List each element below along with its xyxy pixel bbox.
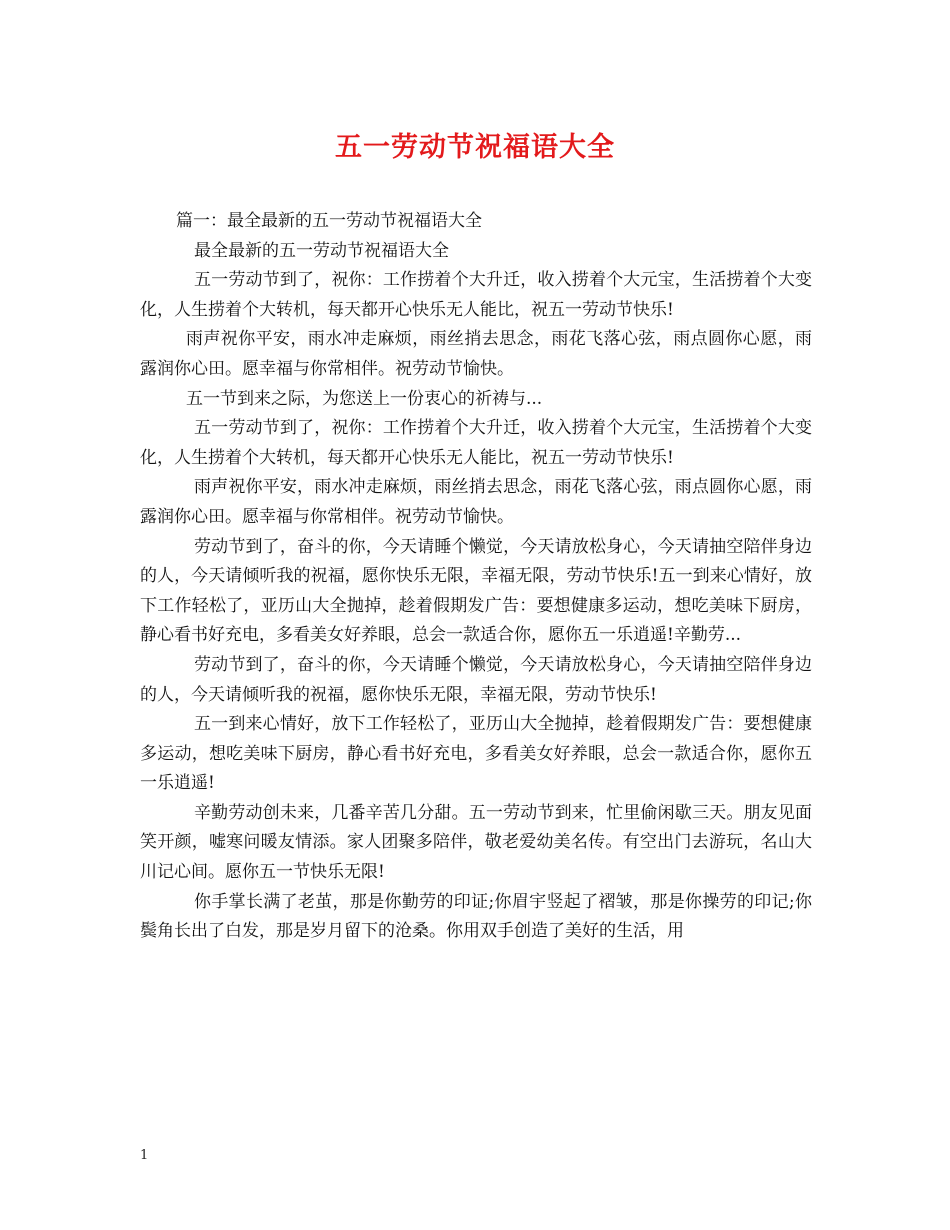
paragraph: 五一到来心情好，放下工作轻松了，亚历山大全抛掉，趁着假期发广告：要想健康多运动，想吃美味下厨房，静心看书好充电，多看美女好养眼，总会一款适合你，愿你五一乐逍遥!	[140, 714, 812, 794]
paragraph: 雨声祝你平安，雨水冲走麻烦，雨丝捎去思念，雨花飞落心弦，雨点圆你心愿，雨露润你心田。愿幸福与你常相伴。祝劳动节愉快。	[140, 329, 812, 379]
section-heading: 篇一：最全最新的五一劳动节祝福语大全	[176, 211, 482, 231]
document-body	[140, 207, 812, 947]
paragraph: 五一节到来之际，为您送上一份衷心的祈祷与...	[186, 388, 543, 409]
page-number: 1	[140, 1148, 149, 1163]
paragraph: 五一劳动节到了，祝你：工作捞着个大升迁，收入捞着个大元宝，生活捞着个大变化，人生捞着个大转机，每天都开心快乐无人能比，祝五一劳动节快乐!	[140, 270, 812, 320]
paragraph: 劳动节到了，奋斗的你，今天请睡个懒觉，今天请放松身心，今天请抽空陪伴身边的人，今天请倾听我的祝福，愿你快乐无限，幸福无限，劳动节快乐!五一到来心情好，放下工作轻松了，亚历山大全抛掉，趁着假期发广告：要想健康多运动，想吃美味下厨房，静心看书好充电，多看美女好养眼，总会一款适合你，愿你五一乐逍遥!辛勤劳...	[140, 536, 812, 646]
paragraph: 你手掌长满了老茧，那是你勤劳的印证;你眉宇竖起了褶皱，那是你操劳的印记;你鬓角长出了白发，那是岁月留下的沧桑。你用双手创造了美好的生活，用	[140, 891, 812, 942]
document-title: 五一劳动节祝福语大全	[335, 132, 615, 163]
sub-heading: 最全最新的五一劳动节祝福语大全	[194, 240, 449, 261]
paragraph: 辛勤劳动创未来，几番辛苦几分甜。五一劳动节到来，忙里偷闲歇三天。朋友见面笑开颜，嘘寒问暖友情添。家人团聚多陪伴，敬老爱幼美名传。有空出门去游玩，名山大川记心间。愿你五一节快乐无限!	[140, 802, 812, 883]
paragraph: 雨声祝你平安，雨水冲走麻烦，雨丝捎去思念，雨花飞落心弦，雨点圆你心愿，雨露润你心田。愿幸福与你常相伴。祝劳动节愉快。	[140, 477, 812, 527]
paragraph: 劳动节到了，奋斗的你，今天请睡个懒觉，今天请放松身心，今天请抽空陪伴身边的人，今天请倾听我的祝福，愿你快乐无限，幸福无限，劳动节快乐!	[140, 654, 812, 705]
paragraph: 五一劳动节到了，祝你：工作捞着个大升迁，收入捞着个大元宝，生活捞着个大变化，人生捞着个大转机，每天都开心快乐无人能比，祝五一劳动节快乐!	[140, 418, 812, 468]
